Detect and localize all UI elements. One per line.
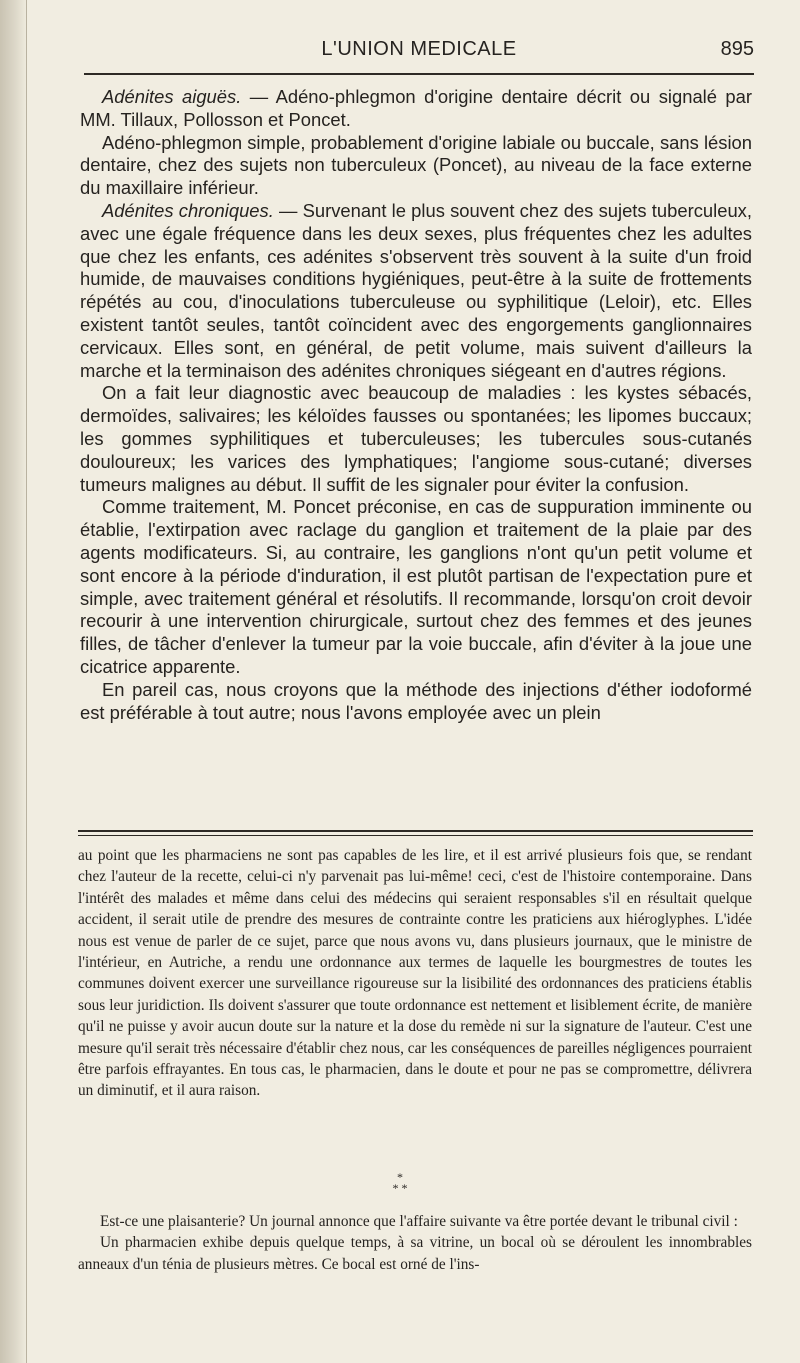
paragraph-acute-adenitis [80, 86, 752, 132]
running-title: L'UNION MEDICALE [321, 38, 517, 60]
text-acute-adenitis: — Adéno-phlegmon d'origine dentaire décrit ou signalé par MM. Tillaux, Pollosson et Poncet. [80, 86, 753, 130]
paragraph-chronic-adenitis [80, 200, 752, 382]
binding-gutter [0, 0, 27, 1363]
lower-column-text [78, 845, 752, 1102]
paragraph-iodoform-method: En pareil cas, nous croyons que la méthode des injections d'éther iodoformé est préférable à tout autre; nous l'avons employée avec un plein [80, 678, 752, 723]
asterism-bottom: * * [392, 1181, 408, 1195]
page-header [84, 38, 754, 68]
paragraph-pharmacist: Un pharmacien exhibe depuis quelque temps, à sa vitrine, un bocal où se déroulent les innombrables anneaux d'un ténia de plusieurs mètres. Ce bocal est orné de l'ins- [78, 1234, 752, 1273]
paragraph-joke: Est-ce une plaisanterie? Un journal annonce que l'affaire suivante va être portée devant le tribunal civil : [100, 1213, 738, 1230]
paragraph-diagnosis: On a fait leur diagnostic avec beaucoup de maladies : les kystes sébacés, dermoïdes, salivaires; les kéloïdes fausses ou spontanées; les lipomes buccaux; les gommes syphilitiques et tuberculeuses; les tubercules sous-cutanés douloureux; les varices des lymphatiques; l'angiome sous-cutané; diverses tumeurs malignes au début. Il suffit de les signaler pour éviter la confusion. [80, 382, 752, 495]
section-rule-thin [78, 835, 753, 836]
paragraph-treatment: Comme traitement, M. Poncet préconise, en cas de suppuration imminente ou établie, l'extirpation avec raclage du ganglion et traitement de la plaie par des agents modificateurs. Si, au contraire, les ganglions n'ont qu'un petit volume et sont encore à la période d'induration, il est plutôt partisan de l'expectation pure et simple, avec traitement général et résolutifs. Il recommande, lorsqu'on croit devoir recourir à une intervention chirurgicale, surtout chez des femmes et des jeunes filles, de tâcher d'enlever la tumeur par la voie buccale, afin d'éviter à la joue une cicatrice apparente. [80, 496, 752, 677]
main-article-text [80, 86, 752, 724]
paragraph-simple-adenophlegmon: Adéno-phlegmon simple, probablement d'origine labiale ou buccale, sans lésion dentaire, chez des sujets non tuberculeux (Poncet), au niveau de la face externe du maxillaire inférieur. [80, 131, 752, 199]
term-chronic-adenitis: Adénites chroniques. [102, 199, 274, 221]
section-rule-thick [78, 830, 753, 832]
asterism-separator [380, 1172, 420, 1202]
header-rule [84, 73, 754, 75]
page-number: 895 [720, 38, 754, 60]
lower-column-text-2 [78, 1211, 752, 1275]
asterism-top: * [397, 1170, 403, 1184]
text-chronic-adenitis: — Survenant le plus souvent chez des sujets tuberculeux, avec une égale fréquence dans les deux sexes, plus fréquentes chez les adultes que chez les enfants, ces adénites s'observent très souvent à la suite d'un froid humide, de mauvaises conditions hygiéniques, peut-être à la suite de frottements répétés au cou, d'inoculations tuberculeuse ou syphilitique (Leloir), etc. Elles existent tantôt seules, tantôt coïncident avec des engorgements ganglionnaires cervicaux. Elles sont, en général, de petit volume, mais suivent d'ailleurs la marche et la terminaison des adénites chroniques siégeant en d'autres régions. [80, 199, 752, 381]
term-acute-adenitis: Adénites aiguës. [102, 86, 242, 107]
paragraph-prescriptions: au point que les pharmaciens ne sont pas capables de les lire, et il est arrivé plusieurs fois que, se rendant chez l'auteur de la recette, celui-ci n'y parvenait pas lui-même! ceci, c'est de l'histoire contemporaine. Dans l'intérêt des malades et même dans celui des médecins qui seraient responsables s'il en résultait quelque accident, il serait utile de prendre des mesures de contrainte contre les praticiens aux hiéroglyphes. L'idée nous est venue de parler de ce sujet, parce que nous avons vu, dans plusieurs journaux, que le ministre de l'intérieur, en Autriche, a rendu une ordonnance aux termes de laquelle les bourgmestres de toutes les communes doivent exercer une surveillance rigoureuse sur la lisibilité des ordonnances des praticiens établis sous leur juridiction. Ils doivent s'assurer que toute ordonnance est nettement et lisiblement écrite, de manière qu'il ne puisse y avoir aucun doute sur la nature et la dose du remède ni sur la signature de l'auteur. C'est une mesure qu'il serait très nécessaire d'établir chez nous, car les conséquences de pareilles négligences pourraient être parfois effrayantes. En tous cas, le pharmacien, dans le doute et pour ne pas se compromettre, délivrera un diminutif, et il aura raison. [78, 847, 752, 1100]
